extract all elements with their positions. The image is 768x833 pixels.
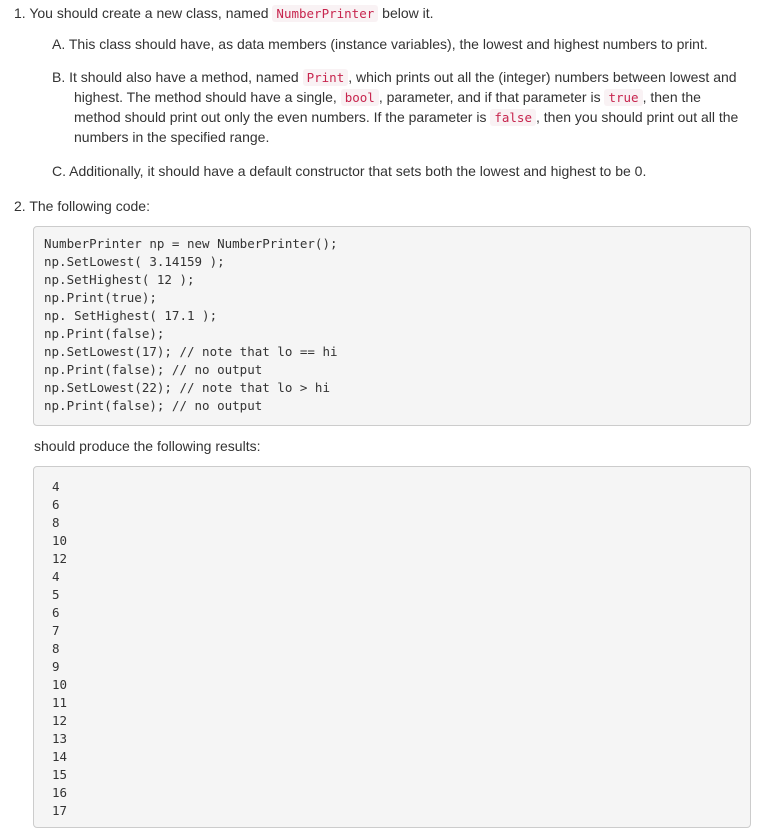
code-text: NumberPrinter np = new NumberPrinter(); np.SetLowest( 3.14159 ); np.SetHighest( 12 ); np.Print(true); np. SetHighest( 17.1 ); np.Print(false); np.SetLowest(17); // note that lo == hi np.Print(false); // no output np.SetLowest(22); // note that lo > hi np.Print(false); // no output [44, 236, 338, 413]
item-1c-text: Additionally, it should have a default constructor that sets both the lowest and highest to be 0. [69, 163, 647, 179]
output-block [33, 466, 751, 828]
code-block [33, 226, 751, 426]
item-1-number: 1. [14, 5, 26, 21]
false-keyword-code: false [490, 109, 536, 126]
item-2-heading: 2. The following code: [14, 198, 150, 214]
item-1b-line-4: numbers in the specified range. [74, 129, 270, 145]
item-1c-letter: C. [52, 163, 66, 179]
bool-type-code: bool [341, 89, 379, 106]
item-1a [52, 34, 708, 54]
class-name-code: NumberPrinter [272, 5, 378, 22]
item-1b-line-3: method should print out only the even numbers. If the parameter is false , then you should print out all the [74, 109, 739, 125]
output-text: 4 6 8 10 12 4 5 6 7 8 9 10 11 12 13 14 15 16 17 [52, 479, 68, 818]
item-1b-line-2: highest. The method should have a single, bool , parameter, and if that parameter is true , then the [74, 89, 701, 105]
true-keyword-code: true [604, 89, 642, 106]
print-method-code: Print [303, 69, 349, 86]
item-1b-line-1: B. It should also have a method, named Print , which prints out all the (integer) numbers between lowest and [52, 69, 737, 85]
item-1-intro: 1. You should create a new class, named NumberPrinter below it. [14, 5, 434, 21]
results-heading: should produce the following results: [34, 438, 261, 454]
item-2-number: 2. [14, 198, 26, 214]
item-1b-letter: B. [52, 69, 66, 85]
item-1c [52, 161, 646, 181]
item-1a-letter: A. [52, 36, 66, 52]
item-1a-text: This class should have, as data members (instance variables), the lowest and highest numbers to print. [68, 36, 708, 52]
